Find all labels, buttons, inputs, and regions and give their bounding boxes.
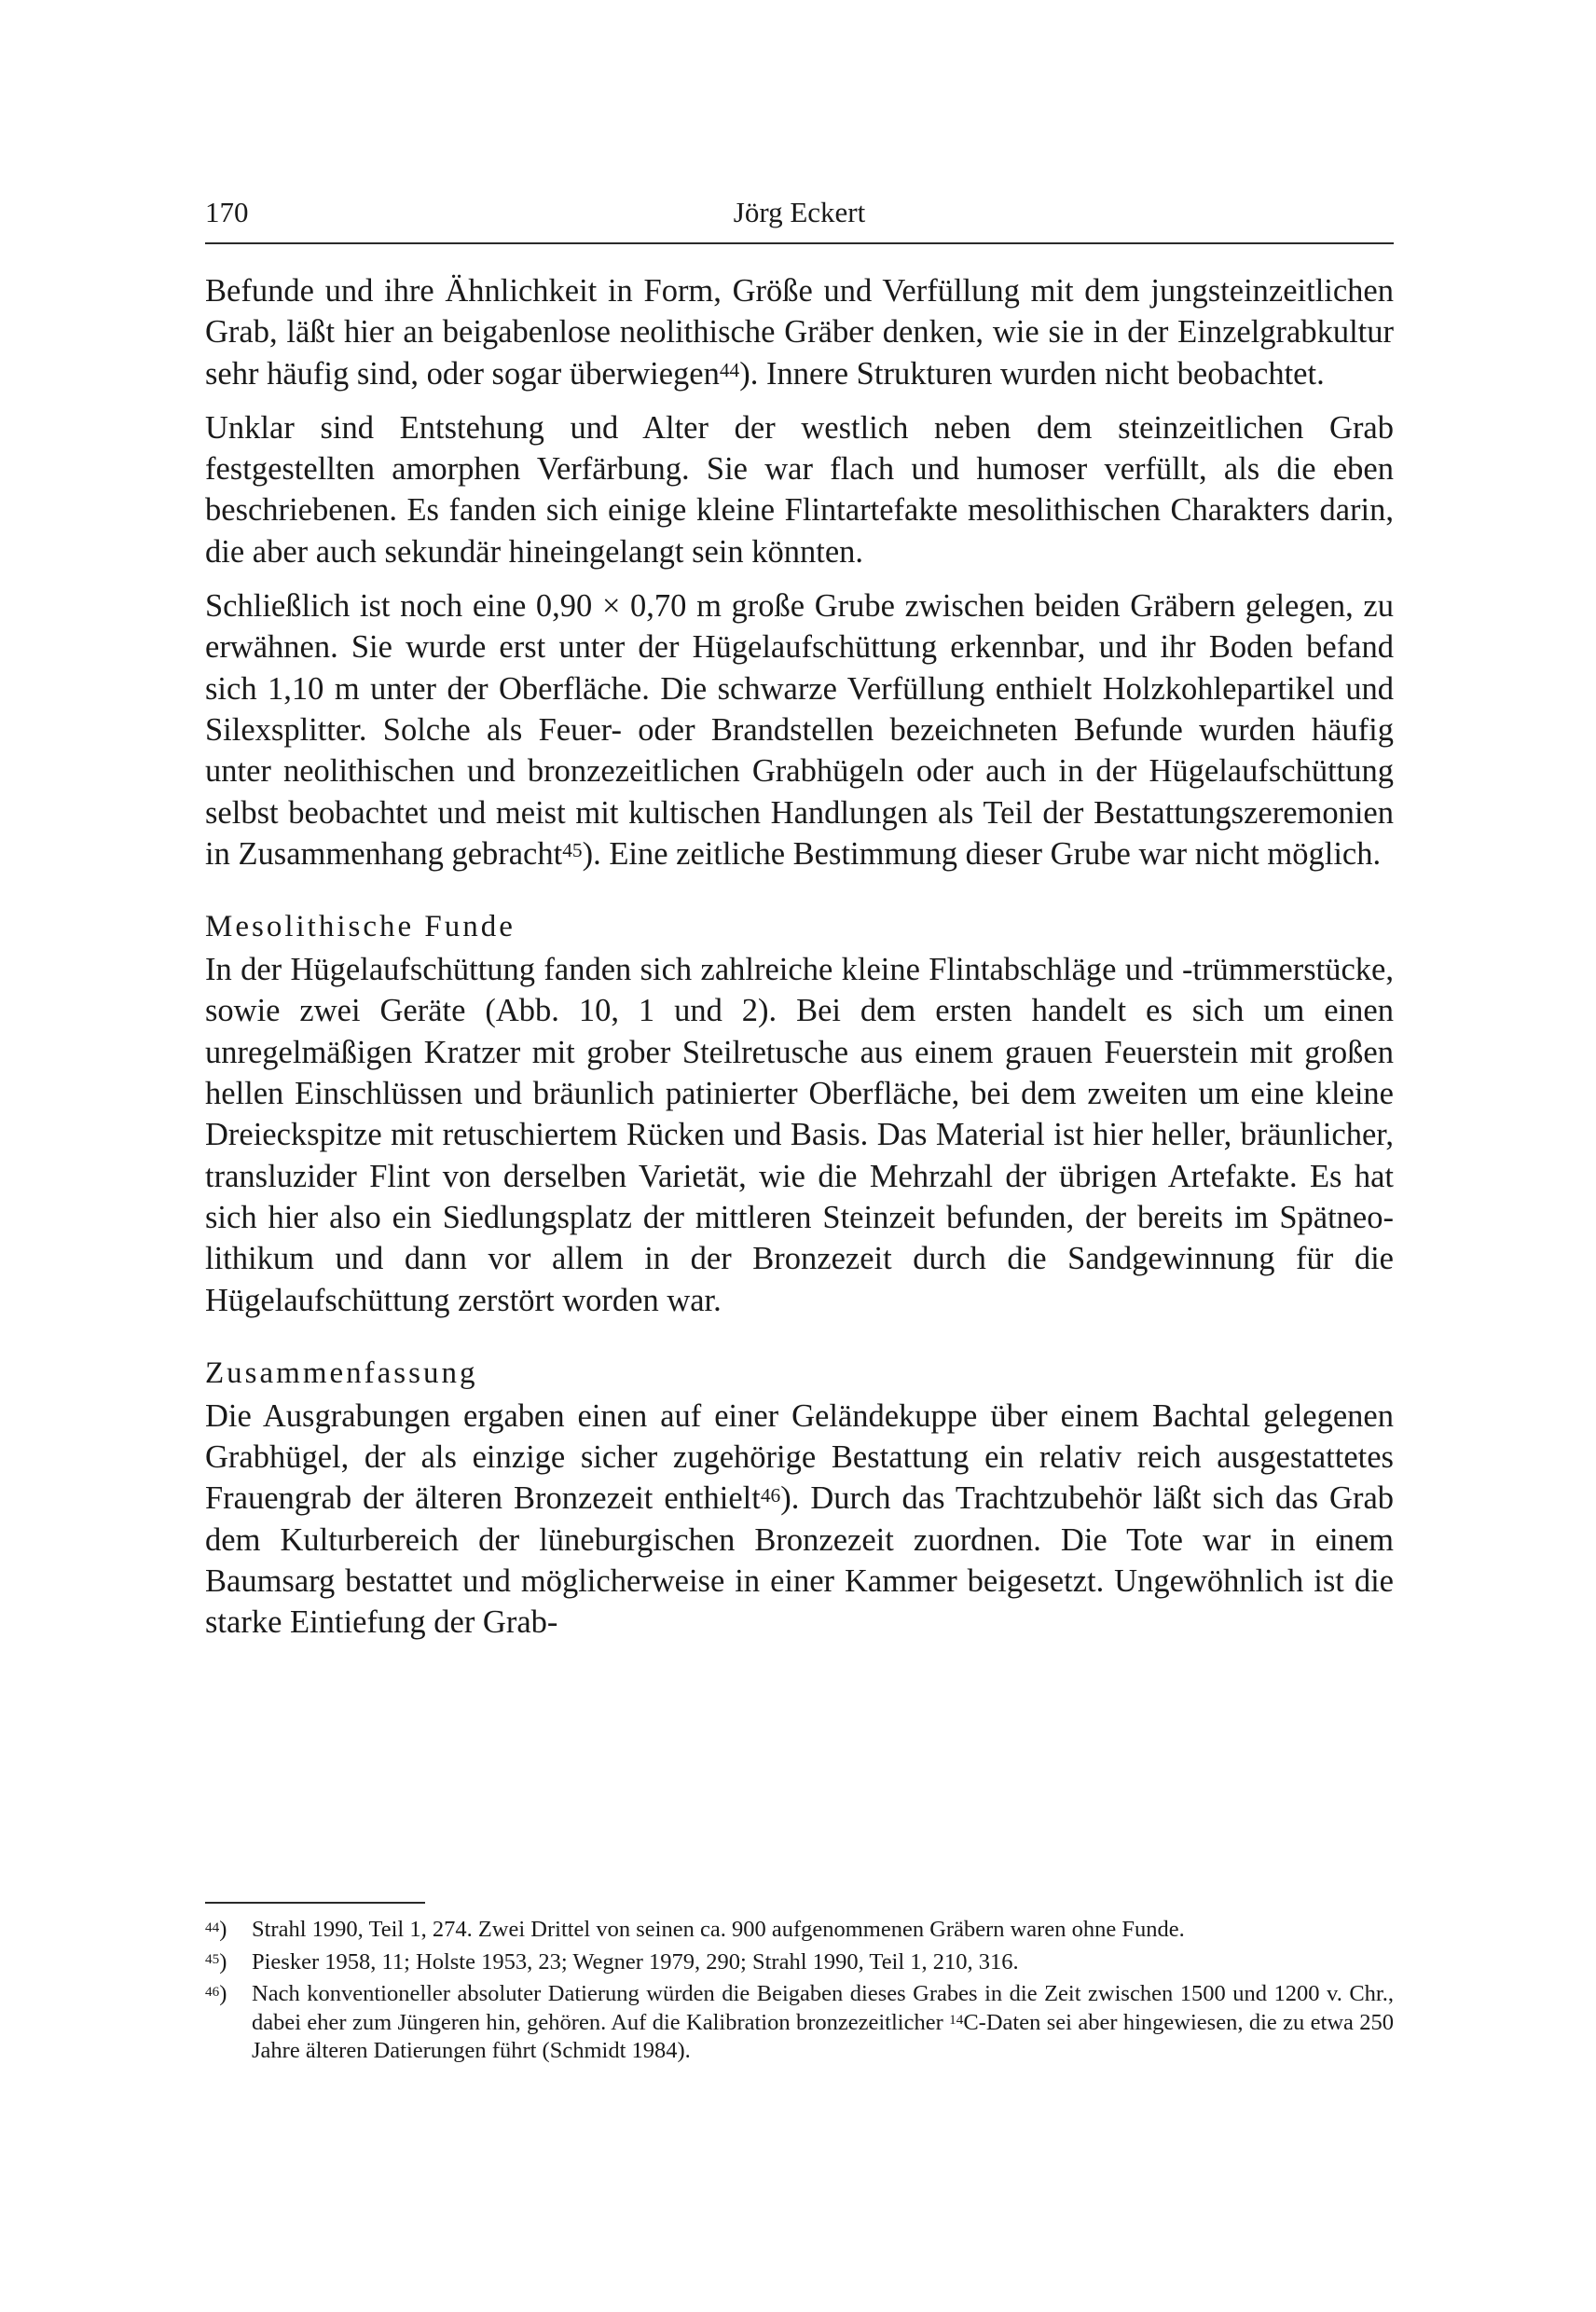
page-header — [205, 194, 1394, 244]
footnote-44 — [205, 1916, 1394, 1945]
paragraph-summary: Die Ausgrabungen ergaben einen auf einer Geländekuppe über einem Bachtal gelegenen Grabhügel, der als einzige sicher zugehörige Bestattung ein relativ reich ausgestattetes Frauengrab der älteren Bronzezeit enthielt$^{46}$). Durch das Trachtzubehör läßt sich das Grab dem Kulturbereich der lüneburgischen Bronzezeit zuordnen. Die Tote war in einem Baumsarg bestattet und möglicherweise in einer Kammer beigesetzt. Ungewöhnlich ist die starke Eintiefung der Grab- — [205, 1397, 1395, 1641]
body-text — [205, 270, 1394, 1657]
footnote-ref-46[interactable]: 46 — [760, 1483, 781, 1507]
footnotes — [205, 1916, 1394, 2070]
footnote-ref-45[interactable]: 45 — [562, 839, 583, 862]
footnote-marker: $^{46}$) — [205, 1981, 227, 2006]
footnote-45 — [205, 1948, 1394, 1977]
page-number: 170 — [205, 196, 249, 228]
footnote-marker: $^{44}$) — [205, 1917, 227, 1942]
paragraph-amorphous-discoloration: Unklar sind Entstehung und Alter der westlich neben dem steinzeitlichen Grab festgestellten amorphen Verfärbung. Sie war flach und humoser verfüllt, als die eben beschriebenen. Es fanden sich einige kleine Flintartefakte mesolithischen Charakters darin, die aber auch sekundär hineingelangt sein könnten. — [205, 409, 1394, 570]
section-heading-summary: Zusammenfassung — [205, 1356, 478, 1390]
paragraph-mesolithic-finds: In der Hügelaufschüttung fanden sich zahlreiche kleine Flintabschläge und -trümmerstücke, sowie zwei Geräte (Abb. 10, 1 und 2). Bei dem ersten handelt es sich um einen unregelmäßigen Kratzer mit grober Steilretusche aus einem grauen Feuerstein mit großen hellen Einschlüssen und bräunlich patinierter Oberfläche, bei dem zweiten um eine kleine Dreieckspitze mit retuschiertem Rücken und Basis. Das Material ist hier heller, bräunlicher, transluzider Flint von derselben Varietät, wie die Mehrzahl der übrigen Artefakte. Es hat sich hier also ein Siedlungsplatz der mittleren Steinzeit befunden, der bereits im Spätneolithikum und dann vor allem in der Bronzezeit durch die Sandgewinnung für die Hügelaufschüttung zerstört worden war. — [205, 952, 1394, 1318]
section-heading-mesolithic: Mesolithische Funde — [205, 910, 516, 944]
footnote-ref-44[interactable]: 44 — [719, 359, 740, 382]
running-head-author: Jörg Eckert — [733, 196, 866, 228]
footnote-46 — [205, 1980, 1394, 2066]
paragraph-pit-findings: Schließlich ist noch eine 0,90 × 0,70 m große Grube zwischen beiden Gräbern gelegen, zu erwähnen. Sie wurde erst unter der Hügelaufschüttung erkennbar, und ihr Boden befand sich 1,10 m unter der Oberfläche. Die schwarze Verfüllung enthielt Holzkohlepartikel und Silexsplitter. Solche als Feuer- oder Brandstellen bezeichneten Befunde wurden häufig unter neolithischen und bronzezeitlichen Grabhügeln oder auch in der Hügelaufschüttung selbst beobachtet und meist mit kultischen Handlungen als Teil der Bestattungszeremonien in Zusammenhang gebracht$^{45}$). Eine zeitliche Bestimmung dieser Grube war nicht möglich. — [205, 588, 1394, 872]
footnote-text: Piesker 1958, 11; Holste 1953, 23; Wegner 1979, 290; Strahl 1990, Teil 1, 210, 316. — [252, 1948, 1019, 1975]
paragraph-burial-findings: Befunde und ihre Ähnlichkeit in Form, Größe und Verfüllung mit dem jungsteinzeitlichen Grab, läßt hier an beigabenlose neolithische Gräber denken, wie sie in der Einzelgrabkultur sehr häufig sind, oder sogar überwiegen$^{44}$). Innere Strukturen wurden nicht beobachtet. — [205, 273, 1394, 392]
footnote-divider — [205, 1902, 425, 1904]
footnote-text: Nach konventioneller absoluter Datierung würden die Beigaben dieses Grabes in die Zeit zwischen 1500 und 1200 v. Chr., dabei eher zum Jüngeren hin, gehören. Auf die Kalibration bronzezeitlicher $^{14}$C-Daten sei aber hingewiesen, die zu etwa 250 Jahre älteren Datierungen führt (Schmidt 1984). — [252, 1981, 1395, 2063]
footnote-marker: $^{45}$) — [205, 1948, 227, 1975]
footnote-text: Strahl 1990, Teil 1, 274. Zwei Drittel von seinen ca. 900 aufgenommenen Gräbern waren ohne Funde. — [252, 1917, 1185, 1942]
